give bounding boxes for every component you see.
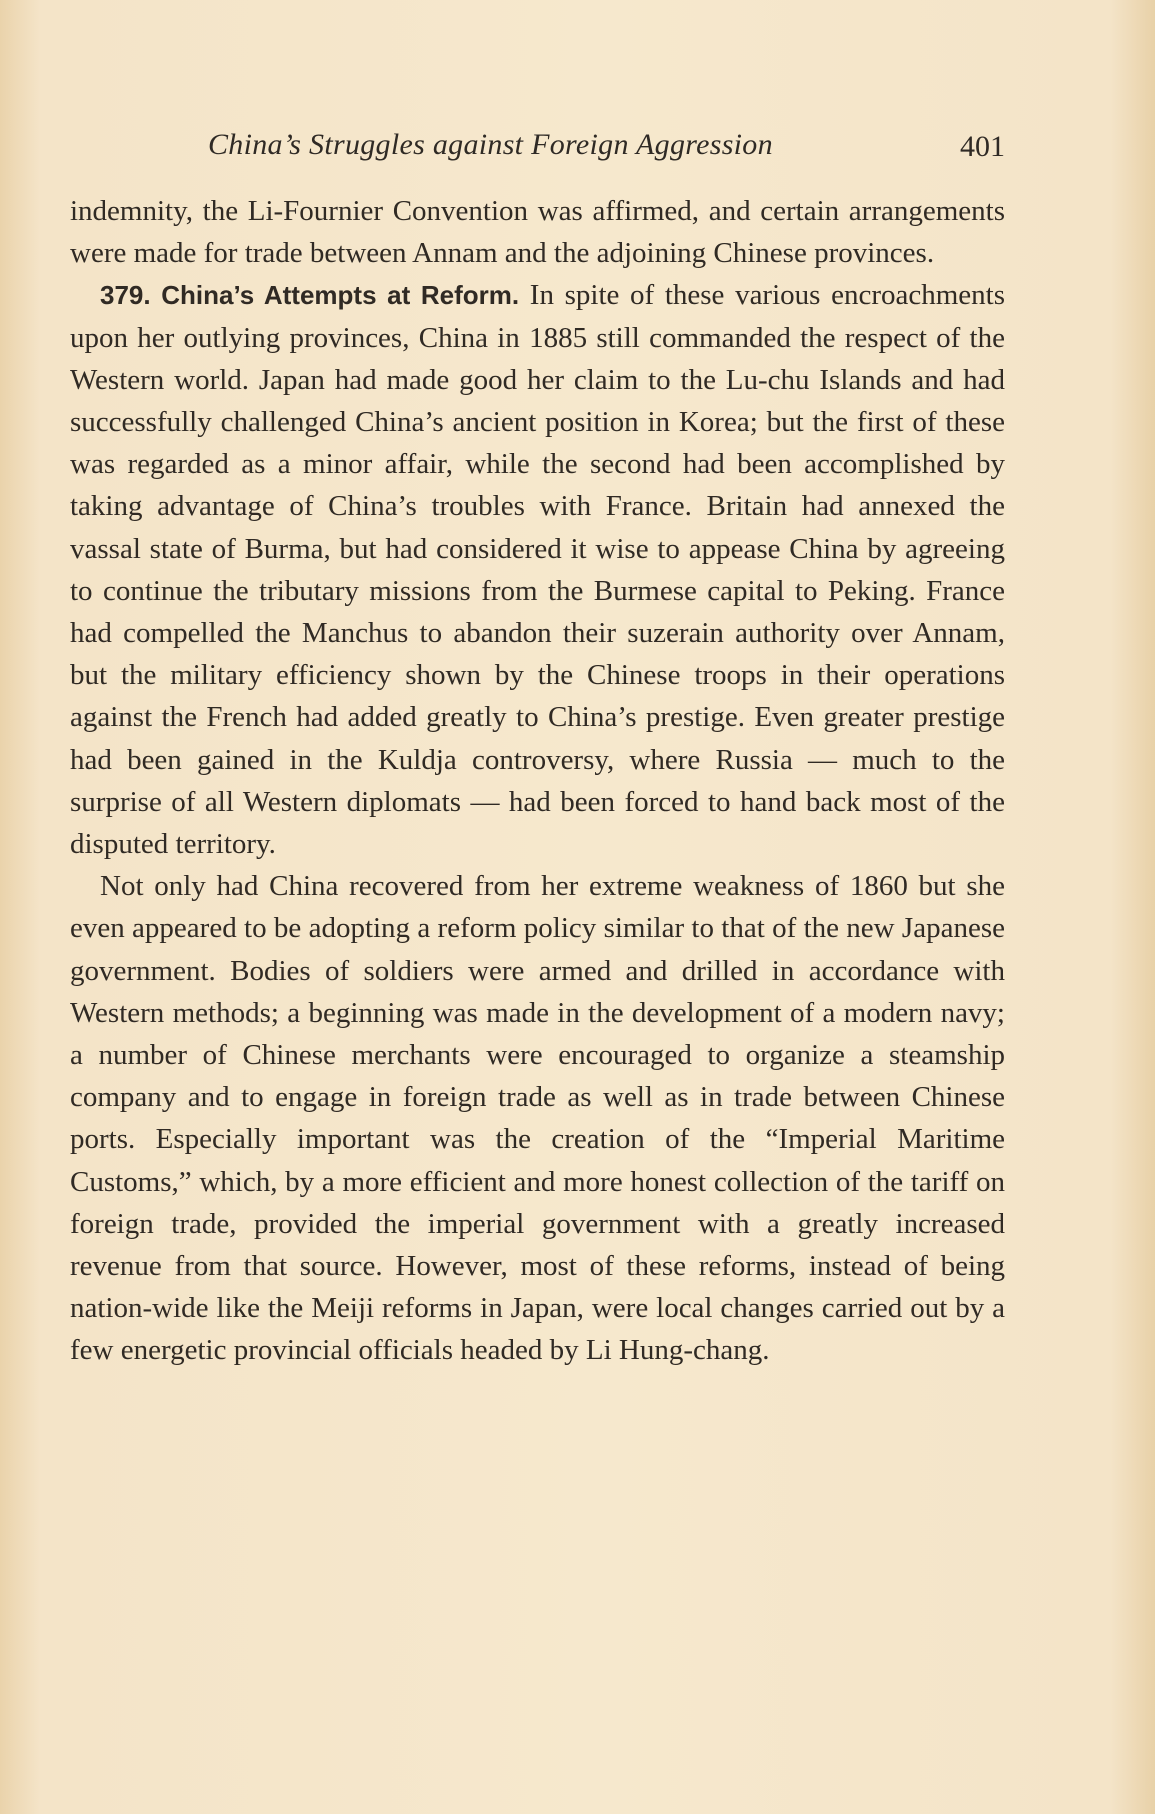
section-text: In spite of these various encroachments upon her outlying provinces, China in 1885 still commanded the respect of the Western world. Japan had made good her claim to the Lu-chu Islands and had successfully challenged China’s ancient position in Korea; but the first of these was regarded as a minor affair, while the second had been accomplished by taking advantage of China’s troubles with France. Britain had annexed the vassal state of Burma, but had considered it wise to appease China by agreeing to continue the tributary missions from the Burmese capital to Peking. France had compelled the Manchus to abandon their suzerain authority over Annam, but the military efficiency shown by the Chinese troops in their operations against the French had added greatly to China’s prestige. Even greater prestige had been gained in the Kuldja controversy, where Russia — much to the surprise of all Western diplomats — had been forced to hand back most of the disputed territory.: [70, 279, 1005, 861]
section-number: 379.: [100, 280, 151, 311]
page-header: [70, 128, 1005, 168]
body-text: [70, 190, 1005, 1372]
paragraph-continuation: indemnity, the Li-Fournier Convention was affirmed, and certain arrangements were made for trade between Annam and the adjoining Chinese provinces.: [70, 195, 1005, 270]
running-title: China’s Struggles against Foreign Aggression: [208, 128, 773, 161]
page-number: 401: [960, 130, 1005, 163]
paragraph-section-379: [70, 274, 1005, 865]
section-title: China’s Attempts at Reform.: [161, 280, 520, 311]
paragraph-reform: Not only had China recovered from her extreme weakness of 1860 but she even appeared to be adopting a reform policy similar to that of the new Japanese government. Bodies of soldiers were armed and drilled in accordance with Western methods; a beginning was made in the development of a modern navy; a number of Chinese merchants were encouraged to organize a steamship company and to engage in foreign trade as well as in trade between Chinese ports. Especially important was the creation of the “Imperial Maritime Customs,” which, by a more efficient and more honest collection of the tariff on foreign trade, provided the imperial government with a greatly increased revenue from that source. However, most of these reforms, instead of being nation-wide like the Meiji reforms in Japan, were local changes carried out by a few energetic provincial officials headed by Li Hung-chang.: [70, 870, 1005, 1367]
